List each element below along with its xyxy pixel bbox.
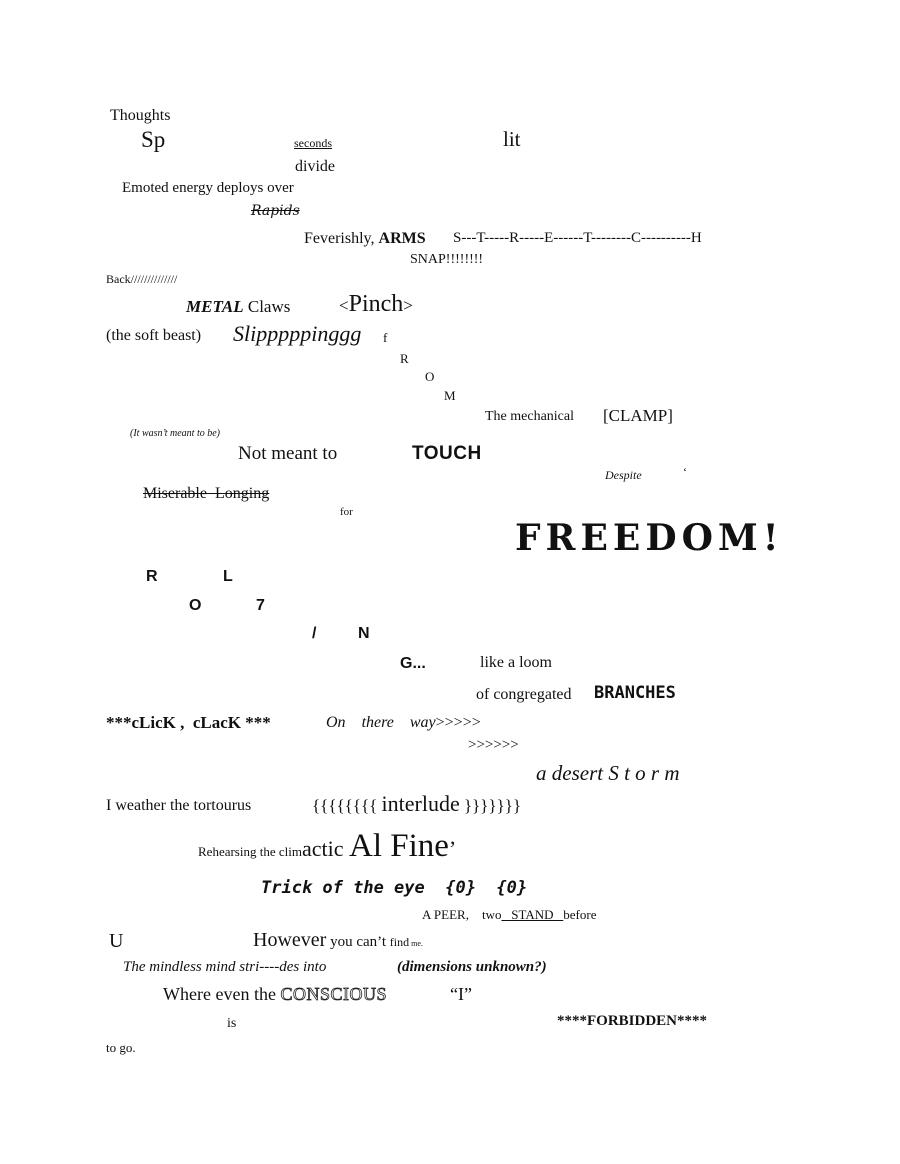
word-dimensions: (dimensions unknown?) bbox=[397, 959, 547, 975]
roll-letter-o: O bbox=[189, 597, 202, 614]
word-where-even: Where even the bbox=[163, 984, 281, 1004]
line-pinch bbox=[339, 292, 413, 316]
line-on-there-way bbox=[326, 715, 481, 731]
pinch-open: < bbox=[339, 296, 349, 315]
line-emoted: Emoted energy deploys over bbox=[122, 180, 294, 196]
word-you-cant: you can’t bbox=[326, 934, 390, 950]
line-desert-storm bbox=[536, 763, 680, 784]
line-mindless: The mindless mind stri----des into bbox=[123, 959, 327, 975]
mark-apostrophe: ‘ bbox=[683, 465, 687, 479]
word-claws: Claws bbox=[243, 297, 291, 316]
roll-letter-r: R bbox=[146, 568, 158, 585]
word-way: way bbox=[409, 714, 436, 731]
line-rehearsing bbox=[198, 830, 456, 863]
word-seconds: seconds bbox=[294, 136, 332, 150]
word-is: is bbox=[227, 1016, 237, 1031]
word-back: Back////////////// bbox=[106, 272, 178, 286]
letter-r: R bbox=[400, 351, 409, 366]
word-pinch: Pinch bbox=[348, 291, 404, 317]
word-before: before bbox=[563, 907, 597, 922]
pinch-close: > bbox=[403, 296, 413, 315]
word-actic: actic bbox=[301, 836, 349, 861]
word-a-peer: A PEER, bbox=[422, 907, 469, 922]
line-click-clack: ***cLicK , cLacK *** bbox=[106, 713, 271, 732]
line-weather: I weather the tortourus bbox=[106, 797, 252, 814]
letter-o: O bbox=[425, 369, 435, 384]
word-divide: divide bbox=[295, 158, 335, 175]
line-like-loom: like a loom bbox=[480, 654, 552, 671]
word-feverishly: Feverishly, bbox=[304, 230, 379, 247]
word-for: for bbox=[340, 506, 353, 518]
line-a-peer bbox=[422, 908, 596, 921]
line-soft-beast: (the soft beast) bbox=[106, 327, 202, 344]
line-however bbox=[253, 930, 423, 950]
roll-letter-n: N bbox=[358, 625, 370, 642]
word-mechanical: The mechanical bbox=[485, 409, 575, 424]
word-arms: ARMS bbox=[378, 230, 426, 247]
arrows-first: >>>>> bbox=[435, 714, 481, 731]
line-feverishly bbox=[304, 231, 426, 247]
word-al-fine: Al Fine bbox=[349, 828, 449, 864]
roll-digit-7: 7 bbox=[256, 597, 265, 614]
word-rehearsing: Rehearsing the clim bbox=[198, 844, 302, 859]
word-interlude: interlude bbox=[381, 791, 460, 816]
word-conscious: CONSCIOUS bbox=[280, 984, 387, 1004]
roll-letter-g: G... bbox=[400, 655, 426, 672]
word-however: However bbox=[253, 929, 327, 951]
line-trick-of-eye: Trick of the eye {0} {0} bbox=[261, 878, 528, 898]
word-branches: BRANCHES bbox=[594, 683, 676, 703]
word-clamp: [CLAMP] bbox=[603, 406, 673, 425]
line-wasnt: (It wasn’t meant to be) bbox=[130, 428, 220, 439]
word-snap: SNAP!!!!!!!! bbox=[410, 252, 484, 267]
word-desert: a desert bbox=[536, 761, 609, 785]
word-touch: TOUCH bbox=[412, 443, 482, 464]
letter-u: U bbox=[109, 930, 124, 952]
line-congregated: of congregated bbox=[476, 686, 572, 703]
word-me: me. bbox=[409, 939, 423, 948]
letter-f: f bbox=[383, 330, 388, 345]
word-there: there bbox=[361, 714, 394, 731]
word-stretch: S---T-----R-----E------T--------C----------H bbox=[453, 230, 702, 246]
arrows-second: >>>>>> bbox=[468, 737, 519, 753]
roll-letter-l: L bbox=[223, 568, 233, 585]
word-sp: Sp bbox=[141, 127, 166, 152]
mark-al-fine: ’ bbox=[448, 836, 457, 861]
line-metal-claws bbox=[186, 298, 290, 315]
line-where-even bbox=[163, 985, 387, 1004]
braces-open: {{{{{{{{ bbox=[312, 796, 382, 815]
roll-slash: / bbox=[312, 625, 317, 642]
braces-close: }}}}}}} bbox=[459, 796, 522, 815]
word-find: find bbox=[389, 935, 410, 949]
letter-m: M bbox=[444, 388, 456, 403]
line-interlude bbox=[312, 793, 521, 815]
word-rapids: Rapids bbox=[251, 203, 300, 219]
word-slipping: Slipppppinggg bbox=[233, 321, 362, 346]
word-stand: STAND bbox=[501, 907, 564, 922]
word-on: On bbox=[326, 714, 346, 731]
word-forbidden: ****FORBIDDEN**** bbox=[557, 1013, 708, 1029]
line-not-meant: Not meant to bbox=[238, 443, 338, 464]
word-thoughts: Thoughts bbox=[110, 107, 171, 124]
line-miserable: Miserable Longing bbox=[143, 485, 270, 502]
word-two: two bbox=[481, 907, 502, 922]
word-storm: S t o r m bbox=[608, 761, 680, 785]
word-despite: Despite bbox=[605, 468, 642, 482]
word-metal: METAL bbox=[186, 297, 244, 316]
word-freedom: FREEDOM! bbox=[515, 517, 784, 559]
word-i-quote: “I” bbox=[450, 984, 472, 1004]
line-to-go: to go. bbox=[106, 1040, 136, 1055]
word-lit: lit bbox=[503, 127, 521, 151]
